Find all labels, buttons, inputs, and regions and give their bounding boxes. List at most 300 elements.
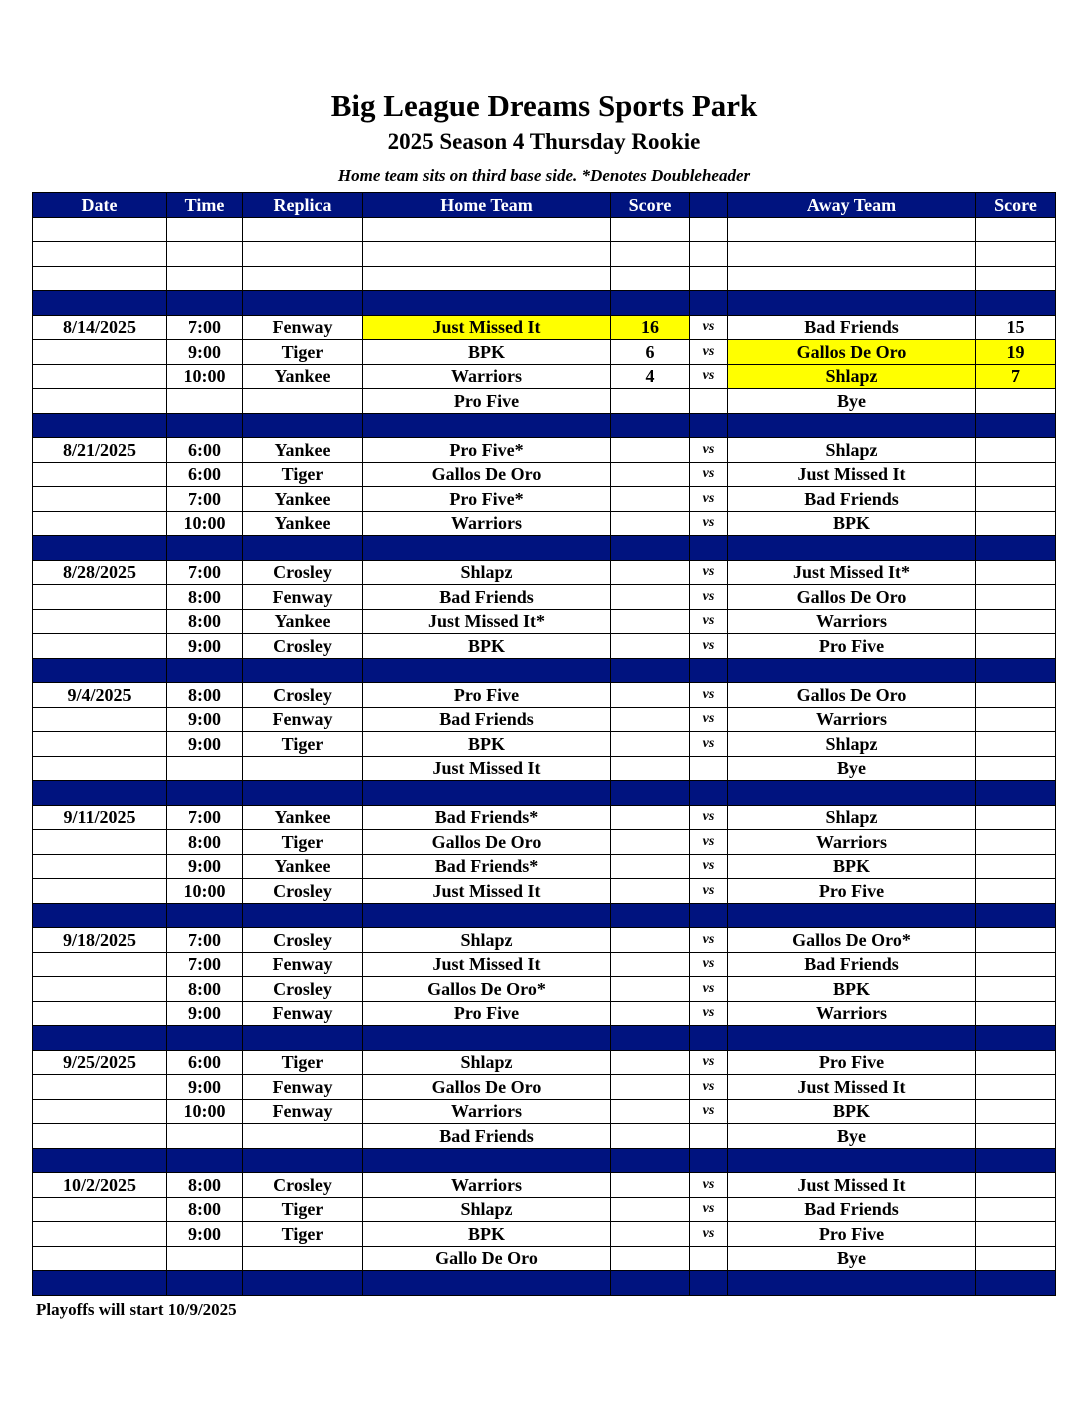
home-score-cell: [611, 242, 690, 267]
away-team-cell: [728, 266, 976, 291]
table-row: [33, 1173, 1056, 1198]
home-team-cell: Gallos De Oro: [363, 1075, 611, 1100]
home-team-cell: Just Missed It: [363, 879, 611, 904]
time-cell: 7:00: [167, 805, 243, 830]
away-score-cell: [976, 634, 1056, 659]
date-cell: [33, 977, 167, 1002]
away-team-cell: Gallos De Oro*: [728, 928, 976, 953]
away-team-cell: Bye: [728, 1246, 976, 1271]
vs-cell: [690, 266, 728, 291]
replica-cell: [243, 903, 363, 928]
table-row: [33, 707, 1056, 732]
away-team-cell: BPK: [728, 854, 976, 879]
away-team-cell: Bye: [728, 389, 976, 414]
home-score-cell: [611, 291, 690, 316]
home-score-cell: [611, 438, 690, 463]
away-score-cell: [976, 291, 1056, 316]
date-cell: [33, 781, 167, 806]
time-cell: 8:00: [167, 1173, 243, 1198]
schedule-table: [32, 192, 1056, 1296]
away-team-cell: Just Missed It*: [728, 560, 976, 585]
time-cell: [167, 1124, 243, 1149]
replica-cell: [243, 536, 363, 561]
home-team-cell: [363, 1026, 611, 1051]
date-cell: [33, 609, 167, 634]
replica-cell: Tiger: [243, 1197, 363, 1222]
home-team-cell: Gallos De Oro: [363, 830, 611, 855]
vs-cell: vs: [690, 462, 728, 487]
home-team-cell: Warriors: [363, 364, 611, 389]
away-score-cell: [976, 609, 1056, 634]
home-score-cell: [611, 536, 690, 561]
date-cell: [33, 511, 167, 536]
date-cell: [33, 291, 167, 316]
home-team-cell: BPK: [363, 732, 611, 757]
table-row: [33, 634, 1056, 659]
col-home-score-header: Score: [611, 193, 690, 218]
page-subtitle: 2025 Season 4 Thursday Rookie: [387, 129, 701, 154]
date-cell: [33, 830, 167, 855]
replica-cell: Tiger: [243, 462, 363, 487]
time-cell: 6:00: [167, 1050, 243, 1075]
home-team-cell: Just Missed It: [363, 315, 611, 340]
table-row: [33, 511, 1056, 536]
home-team-cell: [363, 1271, 611, 1296]
date-cell: [33, 756, 167, 781]
date-cell: [33, 536, 167, 561]
vs-cell: vs: [690, 1001, 728, 1026]
away-team-cell: [728, 217, 976, 242]
away-score-cell: [976, 536, 1056, 561]
home-team-cell: Shlapz: [363, 1050, 611, 1075]
time-cell: [167, 756, 243, 781]
away-score-cell: 19: [976, 340, 1056, 365]
date-cell: 9/11/2025: [33, 805, 167, 830]
vs-cell: vs: [690, 732, 728, 757]
home-team-cell: Pro Five: [363, 389, 611, 414]
time-cell: [167, 1148, 243, 1173]
home-team-cell: Shlapz: [363, 928, 611, 953]
away-team-cell: Gallos De Oro: [728, 585, 976, 610]
home-team-cell: Just Missed It*: [363, 609, 611, 634]
vs-cell: [690, 781, 728, 806]
replica-cell: Yankee: [243, 854, 363, 879]
date-cell: [33, 585, 167, 610]
table-row: [33, 1075, 1056, 1100]
week-separator-row: [33, 1148, 1056, 1173]
away-team-cell: Pro Five: [728, 1050, 976, 1075]
vs-cell: vs: [690, 1197, 728, 1222]
away-team-cell: Bye: [728, 756, 976, 781]
away-score-cell: [976, 805, 1056, 830]
date-cell: [33, 952, 167, 977]
date-cell: [33, 634, 167, 659]
home-score-cell: [611, 732, 690, 757]
replica-cell: [243, 1246, 363, 1271]
away-team-cell: [728, 1148, 976, 1173]
col-away-team-header: Away Team: [728, 193, 976, 218]
vs-cell: vs: [690, 977, 728, 1002]
replica-cell: Yankee: [243, 438, 363, 463]
home-team-cell: [363, 1148, 611, 1173]
replica-cell: [243, 1124, 363, 1149]
home-score-cell: 16: [611, 315, 690, 340]
time-cell: 7:00: [167, 487, 243, 512]
home-team-cell: [363, 266, 611, 291]
home-score-cell: [611, 266, 690, 291]
vs-cell: vs: [690, 683, 728, 708]
vs-cell: vs: [690, 830, 728, 855]
replica-cell: Yankee: [243, 511, 363, 536]
home-score-cell: [611, 928, 690, 953]
away-score-cell: [976, 1197, 1056, 1222]
replica-cell: Tiger: [243, 1222, 363, 1247]
date-cell: [33, 1246, 167, 1271]
date-cell: [33, 242, 167, 267]
time-cell: 10:00: [167, 1099, 243, 1124]
time-cell: [167, 217, 243, 242]
away-score-cell: [976, 952, 1056, 977]
away-team-cell: Warriors: [728, 830, 976, 855]
away-score-cell: [976, 1026, 1056, 1051]
home-score-cell: [611, 977, 690, 1002]
home-score-cell: [611, 658, 690, 683]
vs-cell: vs: [690, 707, 728, 732]
away-team-cell: BPK: [728, 511, 976, 536]
replica-cell: Crosley: [243, 928, 363, 953]
date-cell: [33, 879, 167, 904]
away-team-cell: [728, 903, 976, 928]
away-team-cell: Shlapz: [728, 364, 976, 389]
vs-cell: vs: [690, 438, 728, 463]
replica-cell: Crosley: [243, 683, 363, 708]
home-score-cell: [611, 511, 690, 536]
schedule-note: Home team sits on third base side. *Denotes Doubleheader: [337, 166, 751, 185]
home-team-cell: Gallos De Oro: [363, 462, 611, 487]
home-score-cell: [611, 413, 690, 438]
table-row: [33, 977, 1056, 1002]
date-cell: 8/14/2025: [33, 315, 167, 340]
time-cell: [167, 658, 243, 683]
home-team-cell: Bad Friends*: [363, 854, 611, 879]
col-vs-header: [690, 193, 728, 218]
away-team-cell: Pro Five: [728, 1222, 976, 1247]
time-cell: 10:00: [167, 511, 243, 536]
table-row: [33, 585, 1056, 610]
date-cell: [33, 1099, 167, 1124]
away-team-cell: Gallos De Oro: [728, 340, 976, 365]
home-score-cell: [611, 1197, 690, 1222]
date-cell: [33, 340, 167, 365]
home-team-cell: [363, 217, 611, 242]
away-score-cell: [976, 1222, 1056, 1247]
vs-cell: vs: [690, 879, 728, 904]
away-team-cell: Shlapz: [728, 438, 976, 463]
vs-cell: vs: [690, 315, 728, 340]
replica-cell: Crosley: [243, 879, 363, 904]
time-cell: 8:00: [167, 830, 243, 855]
away-team-cell: [728, 242, 976, 267]
vs-cell: vs: [690, 585, 728, 610]
week-separator-row: [33, 1271, 1056, 1296]
date-cell: [33, 1197, 167, 1222]
time-cell: 9:00: [167, 1001, 243, 1026]
date-cell: [33, 266, 167, 291]
vs-cell: [690, 1246, 728, 1271]
replica-cell: [243, 1271, 363, 1296]
away-score-cell: [976, 511, 1056, 536]
home-score-cell: [611, 707, 690, 732]
away-team-cell: Just Missed It: [728, 1173, 976, 1198]
home-team-cell: Shlapz: [363, 560, 611, 585]
home-score-cell: [611, 781, 690, 806]
week-separator-row: [33, 291, 1056, 316]
vs-cell: [690, 756, 728, 781]
vs-cell: vs: [690, 928, 728, 953]
table-row: [33, 389, 1056, 414]
page-title: Big League Dreams Sports Park: [330, 88, 758, 123]
table-row: [33, 1222, 1056, 1247]
date-cell: [33, 413, 167, 438]
replica-cell: Crosley: [243, 560, 363, 585]
replica-cell: [243, 1148, 363, 1173]
replica-cell: Yankee: [243, 609, 363, 634]
away-team-cell: [728, 536, 976, 561]
week-separator-row: [33, 1026, 1056, 1051]
replica-cell: Crosley: [243, 1173, 363, 1198]
table-row: [33, 756, 1056, 781]
date-cell: 9/4/2025: [33, 683, 167, 708]
vs-cell: vs: [690, 1075, 728, 1100]
time-cell: [167, 781, 243, 806]
vs-cell: vs: [690, 854, 728, 879]
time-cell: 8:00: [167, 1197, 243, 1222]
away-score-cell: [976, 560, 1056, 585]
week-separator-row: [33, 413, 1056, 438]
home-team-cell: Bad Friends: [363, 1124, 611, 1149]
away-team-cell: BPK: [728, 977, 976, 1002]
replica-cell: Yankee: [243, 487, 363, 512]
time-cell: 9:00: [167, 1222, 243, 1247]
home-score-cell: [611, 903, 690, 928]
away-score-cell: [976, 928, 1056, 953]
week-separator-row: [33, 658, 1056, 683]
home-score-cell: [611, 560, 690, 585]
table-row: [33, 364, 1056, 389]
col-home-team-header: Home Team: [363, 193, 611, 218]
away-team-cell: [728, 1271, 976, 1296]
replica-cell: Tiger: [243, 1050, 363, 1075]
time-cell: 7:00: [167, 560, 243, 585]
time-cell: [167, 1026, 243, 1051]
away-score-cell: [976, 707, 1056, 732]
table-row: [33, 1197, 1056, 1222]
home-team-cell: Pro Five*: [363, 438, 611, 463]
home-score-cell: [611, 1222, 690, 1247]
vs-cell: [690, 1124, 728, 1149]
away-team-cell: [728, 658, 976, 683]
date-cell: [33, 1222, 167, 1247]
replica-cell: Fenway: [243, 707, 363, 732]
home-score-cell: [611, 805, 690, 830]
date-cell: 10/2/2025: [33, 1173, 167, 1198]
date-cell: [33, 1271, 167, 1296]
away-team-cell: Warriors: [728, 707, 976, 732]
away-score-cell: [976, 217, 1056, 242]
away-score-cell: [976, 977, 1056, 1002]
vs-cell: vs: [690, 805, 728, 830]
away-score-cell: [976, 1001, 1056, 1026]
table-row: [33, 315, 1056, 340]
week-separator-row: [33, 536, 1056, 561]
table-row: [33, 609, 1056, 634]
home-team-cell: Warriors: [363, 1173, 611, 1198]
vs-cell: vs: [690, 340, 728, 365]
home-score-cell: [611, 1124, 690, 1149]
home-team-cell: [363, 291, 611, 316]
replica-cell: Tiger: [243, 732, 363, 757]
table-row: [33, 462, 1056, 487]
away-score-cell: [976, 1148, 1056, 1173]
time-cell: 8:00: [167, 683, 243, 708]
vs-cell: vs: [690, 1222, 728, 1247]
replica-cell: [243, 413, 363, 438]
blank-row: [33, 242, 1056, 267]
table-row: [33, 438, 1056, 463]
replica-cell: [243, 266, 363, 291]
replica-cell: [243, 217, 363, 242]
away-score-cell: [976, 1075, 1056, 1100]
away-team-cell: Shlapz: [728, 805, 976, 830]
vs-cell: vs: [690, 1099, 728, 1124]
time-cell: [167, 413, 243, 438]
table-row: [33, 683, 1056, 708]
home-team-cell: Gallos De Oro*: [363, 977, 611, 1002]
away-score-cell: 7: [976, 364, 1056, 389]
home-team-cell: [363, 903, 611, 928]
away-score-cell: [976, 1050, 1056, 1075]
home-team-cell: [363, 242, 611, 267]
home-score-cell: [611, 756, 690, 781]
away-team-cell: Pro Five: [728, 879, 976, 904]
date-cell: [33, 1148, 167, 1173]
away-team-cell: Warriors: [728, 609, 976, 634]
home-score-cell: [611, 1148, 690, 1173]
table-row: [33, 1099, 1056, 1124]
time-cell: 10:00: [167, 364, 243, 389]
home-score-cell: [611, 1026, 690, 1051]
replica-cell: Crosley: [243, 977, 363, 1002]
replica-cell: [243, 781, 363, 806]
vs-cell: [690, 291, 728, 316]
away-score-cell: [976, 487, 1056, 512]
time-cell: 8:00: [167, 585, 243, 610]
home-team-cell: Pro Five*: [363, 487, 611, 512]
home-score-cell: [611, 609, 690, 634]
away-score-cell: 15: [976, 315, 1056, 340]
vs-cell: vs: [690, 1050, 728, 1075]
home-score-cell: [611, 854, 690, 879]
date-cell: 9/18/2025: [33, 928, 167, 953]
blank-row: [33, 266, 1056, 291]
away-score-cell: [976, 854, 1056, 879]
time-cell: [167, 1246, 243, 1271]
away-score-cell: [976, 732, 1056, 757]
table-row: [33, 487, 1056, 512]
date-cell: 9/25/2025: [33, 1050, 167, 1075]
home-team-cell: Warriors: [363, 1099, 611, 1124]
away-team-cell: Bye: [728, 1124, 976, 1149]
time-cell: 6:00: [167, 462, 243, 487]
home-team-cell: Pro Five: [363, 683, 611, 708]
vs-cell: vs: [690, 952, 728, 977]
date-cell: [33, 658, 167, 683]
home-team-cell: [363, 658, 611, 683]
replica-cell: Yankee: [243, 805, 363, 830]
away-score-cell: [976, 1099, 1056, 1124]
home-team-cell: Bad Friends*: [363, 805, 611, 830]
date-cell: [33, 707, 167, 732]
away-score-cell: [976, 266, 1056, 291]
away-team-cell: Bad Friends: [728, 487, 976, 512]
time-cell: 9:00: [167, 340, 243, 365]
away-team-cell: Just Missed It: [728, 462, 976, 487]
time-cell: [167, 389, 243, 414]
date-cell: [33, 1001, 167, 1026]
playoffs-note: Playoffs will start 10/9/2025: [36, 1300, 237, 1319]
time-cell: [167, 291, 243, 316]
away-team-cell: [728, 413, 976, 438]
replica-cell: [243, 389, 363, 414]
vs-cell: [690, 242, 728, 267]
table-row: [33, 560, 1056, 585]
replica-cell: Fenway: [243, 585, 363, 610]
date-cell: [33, 487, 167, 512]
away-score-cell: [976, 658, 1056, 683]
away-team-cell: Bad Friends: [728, 952, 976, 977]
time-cell: [167, 266, 243, 291]
vs-cell: [690, 413, 728, 438]
vs-cell: [690, 903, 728, 928]
col-date-header: Date: [33, 193, 167, 218]
vs-cell: [690, 1148, 728, 1173]
away-score-cell: [976, 1271, 1056, 1296]
replica-cell: Tiger: [243, 340, 363, 365]
away-score-cell: [976, 462, 1056, 487]
time-cell: 7:00: [167, 952, 243, 977]
time-cell: 9:00: [167, 732, 243, 757]
home-score-cell: [611, 1001, 690, 1026]
vs-cell: [690, 1271, 728, 1296]
away-team-cell: Warriors: [728, 1001, 976, 1026]
home-score-cell: [611, 1099, 690, 1124]
home-team-cell: Just Missed It: [363, 756, 611, 781]
table-row: [33, 732, 1056, 757]
away-score-cell: [976, 756, 1056, 781]
replica-cell: Yankee: [243, 364, 363, 389]
replica-cell: [243, 1026, 363, 1051]
home-score-cell: [611, 1050, 690, 1075]
replica-cell: Fenway: [243, 1001, 363, 1026]
time-cell: [167, 903, 243, 928]
date-cell: [33, 462, 167, 487]
table-row: [33, 879, 1056, 904]
home-score-cell: [611, 879, 690, 904]
time-cell: 8:00: [167, 609, 243, 634]
home-score-cell: [611, 1173, 690, 1198]
vs-cell: vs: [690, 1173, 728, 1198]
blank-row: [33, 217, 1056, 242]
